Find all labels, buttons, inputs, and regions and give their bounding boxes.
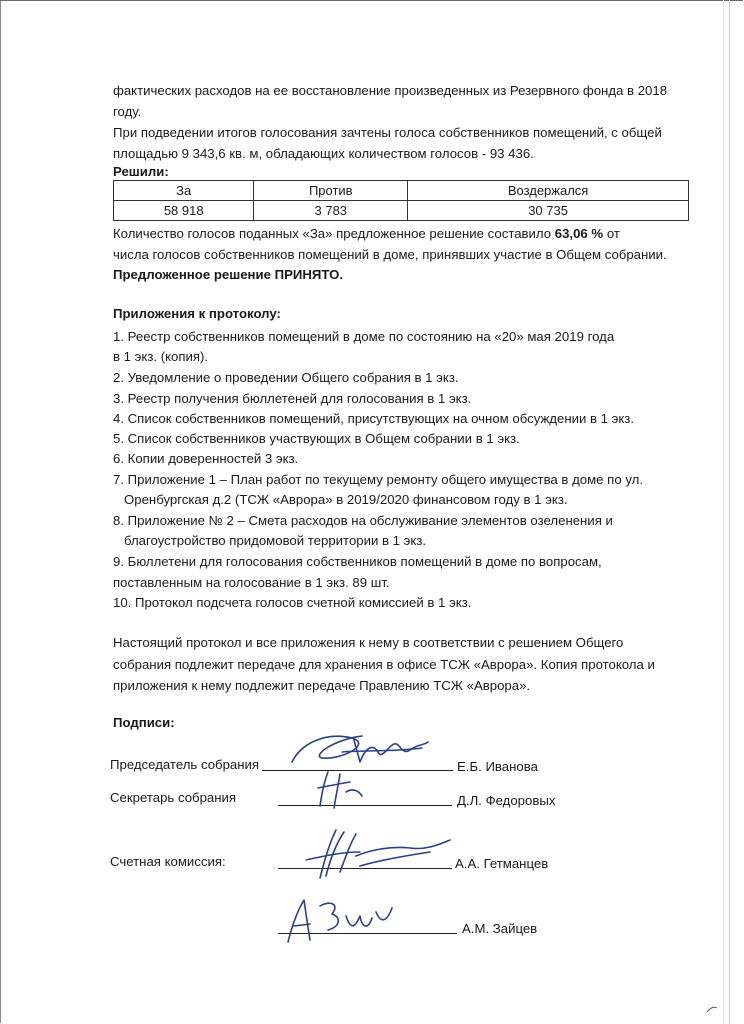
paragraph-line: году. (113, 104, 142, 119)
list-item: Оренбургская д.2 (ТСЖ «Аврора» в 2019/2020 финансовом году в 1 экз. (124, 492, 568, 507)
resolved-label: Решили: (113, 164, 169, 179)
votes-abstain-value: 30 735 (408, 201, 689, 221)
decision-text: Предложенное решение ПРИНЯТО. (113, 267, 344, 282)
list-item: 10. Протокол подсчета голосов счетной комиссией в 1 экз. (113, 595, 472, 610)
page-edge-line (729, 0, 730, 1024)
result-text-b: от (603, 226, 620, 241)
list-item: 9. Бюллетени для голосования собственников помещений в доме по вопросам, (113, 554, 602, 569)
result-text-a: Количество голосов поданных «За» предложенное решение составило (113, 226, 555, 241)
paragraph-line: площадью 9 343,6 кв. м, обладающих количеством голосов - 93 436. (113, 146, 534, 161)
scan-mark (704, 1002, 720, 1016)
votes-against-value: 3 783 (254, 201, 408, 221)
attachments-heading: Приложения к протоколу: (113, 306, 281, 321)
list-item: благоустройство придомовой территории в 1 экз. (124, 533, 427, 548)
secretary-role: Секретарь собрания (110, 790, 237, 805)
list-item: поставленным на голосование в 1 экз. 89 шт. (113, 575, 390, 590)
table-header-against: Против (254, 181, 408, 201)
list-item: 5. Список собственников участвующих в Общем собрании в 1 экз. (113, 431, 520, 446)
paragraph-line: собрания подлежит передаче для хранения в офисе ТСЖ «Аврора». Копия протокола и (113, 657, 655, 672)
list-item: 2. Уведомление о проведении Общего собрания в 1 экз. (113, 370, 459, 385)
table-row (114, 201, 689, 221)
paragraph-line: При подведении итогов голосования зачтены голоса собственников помещений, с общей (113, 125, 662, 140)
list-item: в 1 экз. (копия). (113, 349, 209, 364)
list-item: 6. Копии доверенностей 3 экз. (113, 451, 299, 466)
secretary-signature (310, 768, 370, 812)
paragraph-line: приложения к нему подлежит передаче Правлению ТСЖ «Аврора». (113, 678, 531, 693)
result-line (113, 223, 620, 244)
votes-table (113, 180, 689, 221)
commission-role: Счетная комиссия: (110, 854, 226, 869)
votes-for-value: 58 918 (114, 201, 254, 221)
result-line: числа голосов собственников помещений в доме, принявших участие в Общем собрании. (113, 247, 667, 262)
result-percent: 63,06 % (554, 226, 604, 241)
table-header-row (114, 181, 689, 201)
list-item: 4. Список собственников помещений, присутствующих на очном обсуждении в 1 экз. (113, 411, 635, 426)
list-item: 8. Приложение № 2 – Смета расходов на обслуживание элементов озеленения и (113, 513, 613, 528)
commission-member-1: А.А. Гетманцев (455, 856, 549, 871)
list-item: 1. Реестр собственников помещений в доме по состоянию на «20» мая 2019 года (113, 329, 615, 344)
table-header-abstain: Воздержался (408, 181, 689, 201)
commission-signature-2 (280, 892, 410, 948)
chair-name: Е.Б. Иванова (457, 759, 538, 774)
signatures-heading: Подписи: (113, 715, 175, 730)
secretary-name: Д.Л. Федоровых (457, 793, 556, 808)
list-item: 7. Приложение 1 – План работ по текущему ремонту общего имущества в доме по ул. (113, 472, 643, 487)
chair-role: Председатель собрания (110, 757, 260, 772)
paragraph-line: фактических расходов на ее восстановление произведенных из Резервного фонда в 2018 (113, 83, 668, 98)
commission-member-2: А.М. Зайцев (462, 921, 538, 936)
paragraph-line: Настоящий протокол и все приложения к нему в соответствии с решением Общего (113, 635, 624, 650)
commission-signature-1 (300, 822, 460, 882)
list-item: 3. Реестр получения бюллетеней для голосования в 1 экз. (113, 391, 472, 406)
table-header-for: За (114, 181, 254, 201)
page-edge-line-faint (723, 0, 724, 1024)
